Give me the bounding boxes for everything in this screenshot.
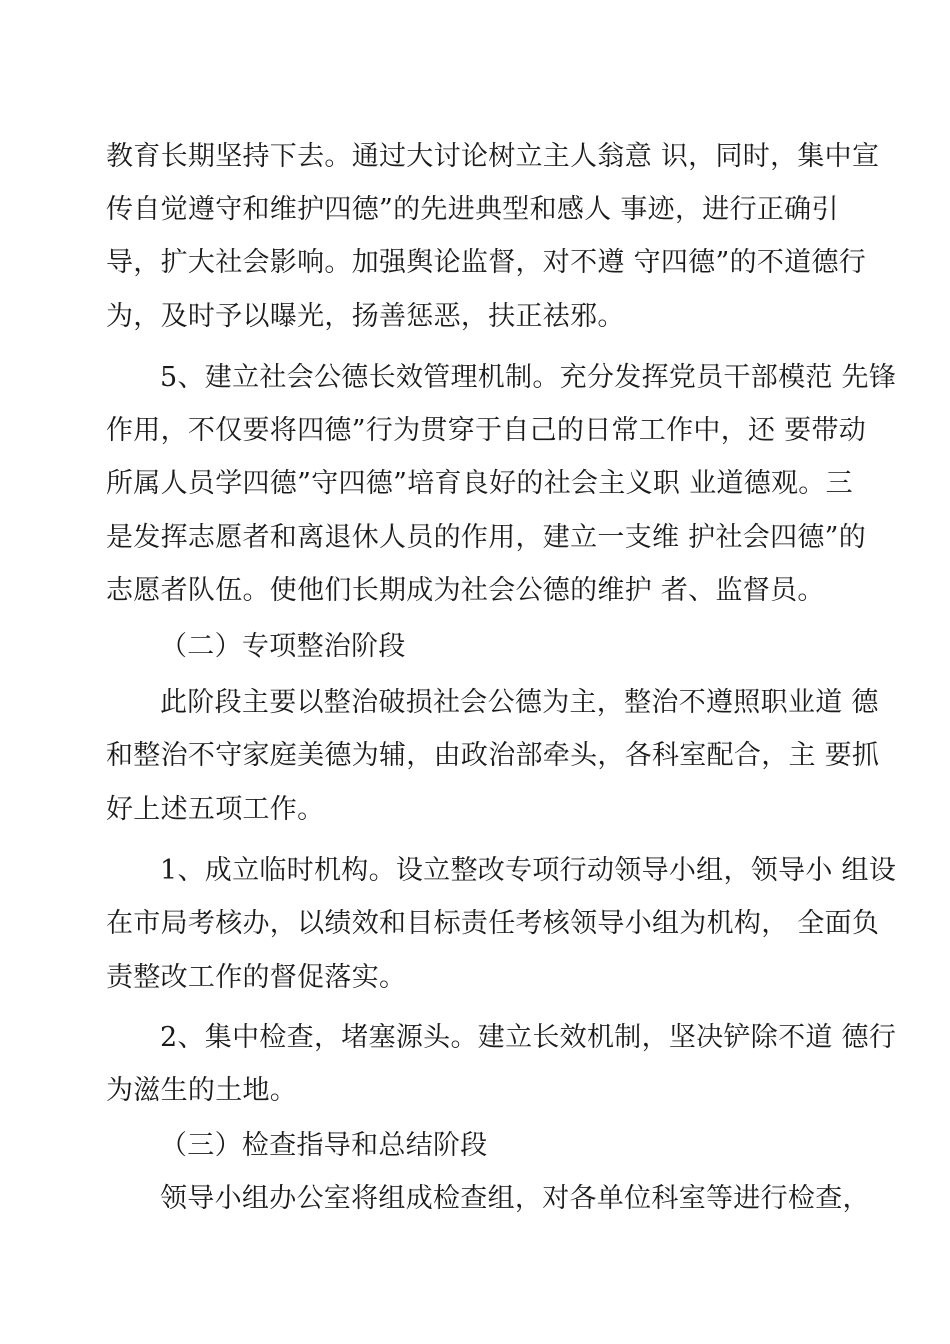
paragraph-line: 传自觉遵守和维护四德”的先进典型和感人 事迹，进行正确引 bbox=[106, 194, 839, 225]
section-heading-3: （三）检查指导和总结阶段 bbox=[160, 1130, 488, 1161]
paragraph-line: 在市局考核办，以绩效和目标责任考核领导小组为机构， 全面负 bbox=[106, 908, 880, 939]
paragraph-line: 和整治不守家庭美德为辅，由政治部牵头，各科室配合，主 要抓 bbox=[106, 740, 880, 771]
paragraph-line: 此阶段主要以整治破损社会公德为主，整治不遵照职业道 德 bbox=[160, 687, 879, 718]
numbered-item-1: 1、成立临时机构。设立整改专项行动领导小组，领导小 组设 bbox=[160, 855, 897, 886]
section-heading-2: （二）专项整治阶段 bbox=[160, 631, 406, 662]
paragraph-line: 导，扩大社会影响。加强舆论监督，对不遵 守四德”的不道德行 bbox=[106, 247, 867, 278]
paragraph-line: 责整改工作的督促落实。 bbox=[106, 962, 407, 993]
paragraph-line: 领导小组办公室将组成检查组，对各单位科室等进行检查， bbox=[160, 1183, 870, 1214]
paragraph-line: 是发挥志愿者和离退休人员的作用，建立一支维 护社会四德”的 bbox=[106, 522, 867, 553]
paragraph-line: 所属人员学四德”守四德”培育良好的社会主义职 业道德观。三 bbox=[106, 468, 853, 499]
paragraph-line: 作用，不仅要将四德”行为贯穿于自己的日常工作中，还 要带动 bbox=[106, 415, 867, 446]
paragraph-line: 教育长期坚持下去。通过大讨论树立主人翁意 识，同时，集中宣 bbox=[106, 141, 880, 172]
numbered-item-5: 5、建立社会公德长效管理机制。充分发挥党员干部模范 先锋 bbox=[160, 362, 897, 393]
numbered-item-2: 2、集中检查，堵塞源头。建立长效机制，坚决铲除不道 德行 bbox=[160, 1022, 897, 1053]
paragraph-line: 为，及时予以曝光，扬善惩恶，扶正祛邪。 bbox=[106, 301, 625, 332]
paragraph-line: 志愿者队伍。使他们长期成为社会公德的维护 者、监督员。 bbox=[106, 575, 825, 606]
paragraph-line: 好上述五项工作。 bbox=[106, 794, 325, 825]
paragraph-line: 为滋生的土地。 bbox=[106, 1075, 298, 1106]
